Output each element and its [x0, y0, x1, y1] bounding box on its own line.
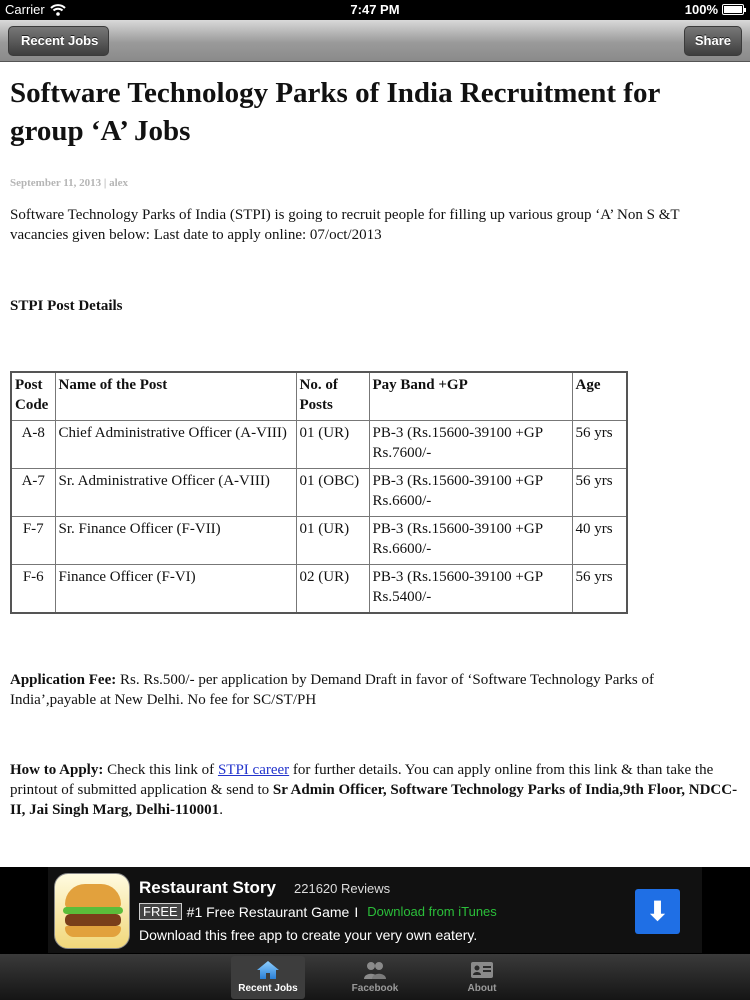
download-button[interactable]: ⬇	[635, 889, 680, 934]
tab-bar	[0, 953, 750, 1000]
header-pay-band: Pay Band +GP	[369, 372, 572, 421]
article-meta: September 11, 2013 | alex	[10, 177, 129, 189]
table-row	[11, 421, 627, 469]
table-row	[11, 517, 627, 565]
tab-about[interactable]	[445, 956, 519, 999]
tab-recent-jobs[interactable]	[231, 956, 305, 999]
table-row	[11, 469, 627, 517]
battery-percent: 100%	[684, 2, 718, 17]
ad-tagline-row	[139, 903, 497, 920]
cell-pay-band: PB-3 (Rs.15600-39100 +GP Rs.7600/-	[369, 421, 572, 469]
article-title: Software Technology Parks of India Recruitment for group ‘A’ Jobs	[10, 77, 660, 147]
ad-banner[interactable]	[0, 867, 750, 953]
ad-separator: I	[354, 903, 359, 920]
ad-description: Download this free app to create your very own eatery.	[139, 927, 478, 943]
cell-no-of-posts: 01 (OBC)	[296, 469, 369, 517]
apply-address: Sr Admin Officer, Software Technology Parks of India,9th Floor, NDCC-II, Jai Singh Marg, Delhi-110001	[10, 782, 738, 818]
ad-app-name[interactable]: Restaurant Story	[139, 878, 276, 897]
cell-post-name: Finance Officer (F-VI)	[55, 565, 296, 614]
back-button[interactable]: Recent Jobs	[8, 26, 109, 56]
itunes-link[interactable]: Download from iTunes	[367, 904, 497, 919]
cell-age: 56 yrs	[572, 469, 627, 517]
cell-post-name: Chief Administrative Officer (A-VIII)	[55, 421, 296, 469]
article-content[interactable]	[10, 62, 740, 867]
cell-pay-band: PB-3 (Rs.15600-39100 +GP Rs.6600/-	[369, 517, 572, 565]
clock: 7:47 PM	[350, 2, 400, 17]
ad-tagline: #1 Free Restaurant Game	[186, 903, 350, 920]
cell-post-code: F-7	[11, 517, 55, 565]
navigation-bar	[0, 20, 750, 62]
section-heading: STPI Post Details	[10, 298, 123, 314]
ad-content[interactable]	[48, 867, 702, 953]
cell-age: 56 yrs	[572, 565, 627, 614]
battery-icon	[722, 4, 744, 15]
cell-no-of-posts: 01 (UR)	[296, 421, 369, 469]
cell-age: 40 yrs	[572, 517, 627, 565]
ad-reviews: 221620 Reviews	[294, 881, 391, 896]
cell-post-code: F-6	[11, 565, 55, 614]
battery-group	[685, 2, 744, 17]
header-post-name: Name of the Post	[55, 372, 296, 421]
contact-card-icon	[470, 960, 494, 980]
apply-text-2: for further details. You can apply online from this link & than take the printout of submitted application & send to	[10, 762, 714, 798]
home-icon	[256, 960, 280, 980]
fee-text: Rs. Rs.500/- per application by Demand Draft in favor of ‘Software Technology Parks of India’,payable at New Delhi. No fee for SC/ST/PH	[10, 672, 654, 708]
cell-post-code: A-8	[11, 421, 55, 469]
people-icon	[363, 960, 387, 980]
table-row	[11, 565, 627, 614]
cell-pay-band: PB-3 (Rs.15600-39100 +GP Rs.6600/-	[369, 469, 572, 517]
cell-post-name: Sr. Finance Officer (F-VII)	[55, 517, 296, 565]
apply-end: .	[219, 802, 223, 818]
header-post-code: Post Code	[11, 372, 55, 421]
tab-facebook[interactable]	[338, 956, 412, 999]
cell-post-name: Sr. Administrative Officer (A-VIII)	[55, 469, 296, 517]
cell-no-of-posts: 02 (UR)	[296, 565, 369, 614]
article-intro: Software Technology Parks of India (STPI) is going to recruit people for filling up various group ‘A’ Non S &T vacancies given below: Last date to apply online: 07/oct/2013	[10, 207, 680, 243]
how-to-apply-paragraph	[10, 760, 740, 820]
apply-text-1: Check this link of	[103, 762, 218, 778]
post-details-table	[10, 371, 628, 614]
tab-label: Recent Jobs	[238, 983, 298, 994]
carrier-label: Carrier	[5, 2, 45, 17]
cell-age: 56 yrs	[572, 421, 627, 469]
status-bar	[0, 0, 750, 20]
restaurant-app-icon[interactable]	[54, 873, 130, 949]
cell-pay-band: PB-3 (Rs.15600-39100 +GP Rs.5400/-	[369, 565, 572, 614]
application-fee-paragraph	[10, 670, 740, 710]
free-badge: FREE	[139, 903, 182, 920]
stpi-career-link[interactable]: STPI career	[217, 762, 290, 778]
table-header-row	[11, 372, 627, 421]
tab-label: Facebook	[351, 983, 399, 994]
share-button[interactable]: Share	[684, 26, 742, 56]
cell-post-code: A-7	[11, 469, 55, 517]
fee-label: Application Fee:	[10, 672, 117, 688]
header-no-of-posts: No. of Posts	[296, 372, 369, 421]
cell-no-of-posts: 01 (UR)	[296, 517, 369, 565]
tab-label: About	[467, 983, 497, 994]
apply-label: How to Apply:	[10, 762, 104, 778]
header-age: Age	[572, 372, 627, 421]
